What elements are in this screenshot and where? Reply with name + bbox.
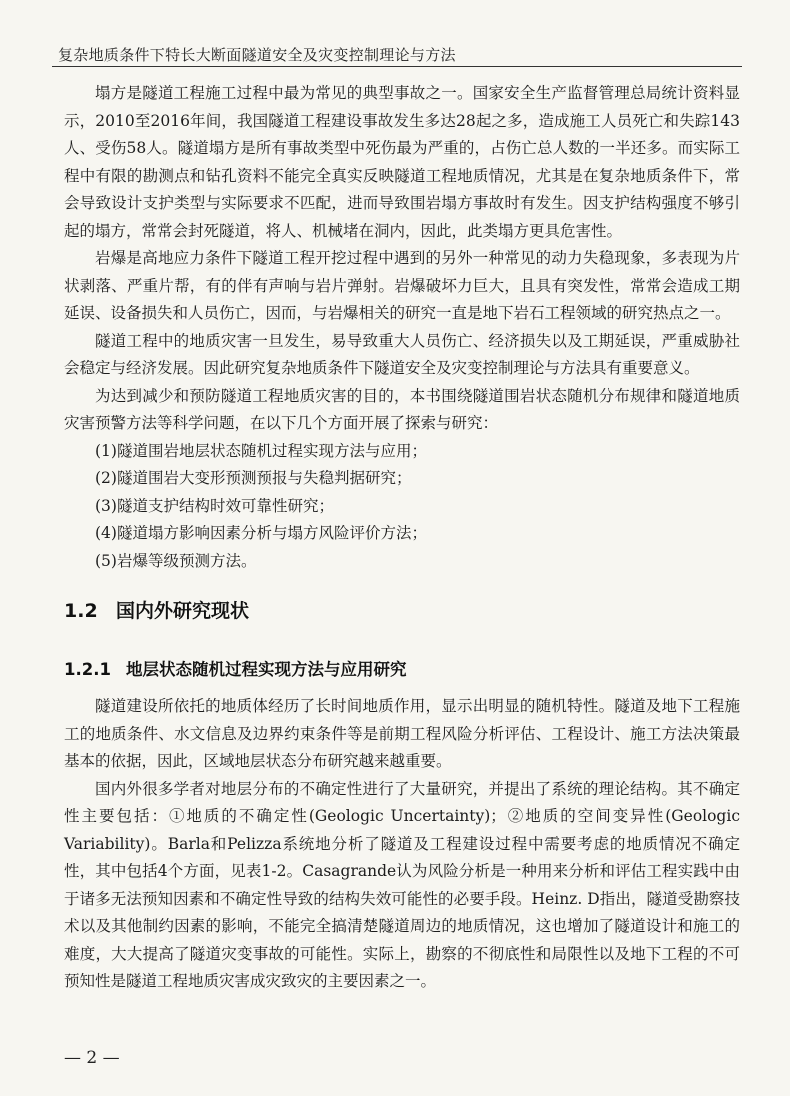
paragraph-geologic-randomness: 隧道建设所依托的地质体经历了长时间地质作用，显示出明显的随机特性。隧道及地下工程施工的地质条件、水文信息及边界约束条件等是前期工程风险分析评估、工程设计、施工方法决策最基本的依据，因此，区域地层状态分布研究越来越重要。 bbox=[64, 697, 740, 770]
paragraph-significance: 隧道工程中的地质灾害一旦发生，易导致重大人员伤亡、经济损失以及工期延误，严重威胁社会稳定与经济发展。因此研究复杂地质条件下隧道安全及灾变控制理论与方法具有重要意义。 bbox=[64, 331, 740, 377]
page-body bbox=[64, 80, 740, 996]
section-heading-1-2-1 bbox=[64, 655, 740, 685]
header-divider bbox=[52, 66, 742, 67]
section-title: 国内外研究现状 bbox=[116, 600, 250, 622]
section-heading-1-2 bbox=[64, 593, 740, 629]
paragraph-rockburst: 岩爆是高地应力条件下隧道工程开挖过程中遇到的另外一种常见的动力失稳现象，多表现为片状剥落、严重片帮，有的伴有声响与岩片弹射。岩爆破坏力巨大，且具有突发性，常常会造成工期延误、设备损失和人员伤亡，因而，与岩爆相关的研究一直是地下岩石工程领域的研究热点之一。 bbox=[64, 249, 740, 322]
page-number: — 2 — bbox=[64, 1048, 120, 1068]
research-topic-list bbox=[64, 438, 740, 576]
list-item: (4)隧道塌方影响因素分析与塌方风险评价方法； bbox=[95, 524, 427, 542]
paragraph-research-aims: 为达到减少和预防隧道工程地质灾害的目的，本书围绕隧道围岩状态随机分布规律和隧道地质灾害预警方法等科学问题，在以下几个方面开展了探索与研究： bbox=[64, 386, 740, 432]
subsection-number: 1.2.1 bbox=[64, 660, 111, 679]
list-item: (5)岩爆等级预测方法。 bbox=[95, 551, 257, 570]
list-item: (3)隧道支护结构时效可靠性研究； bbox=[95, 496, 334, 515]
list-item: (1)隧道围岩地层状态随机过程实现方法与应用； bbox=[95, 441, 427, 460]
paragraph-collapse: 塌方是隧道工程施工过程中最为常见的典型事故之一。国家安全生产监督管理总局统计资料显示，2010至2016年间，我国隧道工程建设事故发生多达28起之多，造成施工人员死亡和失踪143人、受伤58人。隧道塌方是所有事故类型中死伤最为严重的，占伤亡总人数的一半还多。而实际工程中有限的勘测点和钻孔资料不能完全真实反映隧道工程地质情况，尤其是在复杂地质条件下，常会导致设计支护类型与实际要求不匹配，进而导致围岩塌方事故时有发生。因支护结构强度不够引起的塌方，常常会封死隧道，将人、机械堵在洞内，因此，此类塌方更具危害性。 bbox=[64, 84, 740, 240]
section-number: 1.2 bbox=[64, 600, 98, 622]
subsection-title: 地层状态随机过程实现方法与应用研究 bbox=[126, 660, 407, 679]
paragraph-uncertainty-research: 国内外很多学者对地层分布的不确定性进行了大量研究，并提出了系统的理论结构。其不确定性主要包括：①地质的不确定性(Geologic Uncertainty)；②地质的空间变异性(Geologic Variability)。Barla和Pelizza系统地分析了隧道及工程建设过程中需要考虑的地质情况不确定性，其中包括4个方面，见表1-2。Casagrande认为风险分析是一种用来分析和评估工程实践中由于诸多无法预知因素和不确定性导致的结构失效可能性的必要手段。Heinz. D指出，隧道受勘察技术以及其他制约因素的影响，不能完全搞清楚隧道周边的地质情况，这也增加了隧道设计和施工的难度，大大提高了隧道灾变事故的可能性。实际上，勘察的不彻底性和局限性以及地下工程的不可预知性是隧道工程地质灾害成灾致灾的主要因素之一。 bbox=[64, 779, 740, 990]
running-head: 复杂地质条件下特长大断面隧道安全及灾变控制理论与方法 bbox=[58, 46, 456, 64]
list-item: (2)隧道围岩大变形预测预报与失稳判据研究； bbox=[95, 469, 412, 487]
